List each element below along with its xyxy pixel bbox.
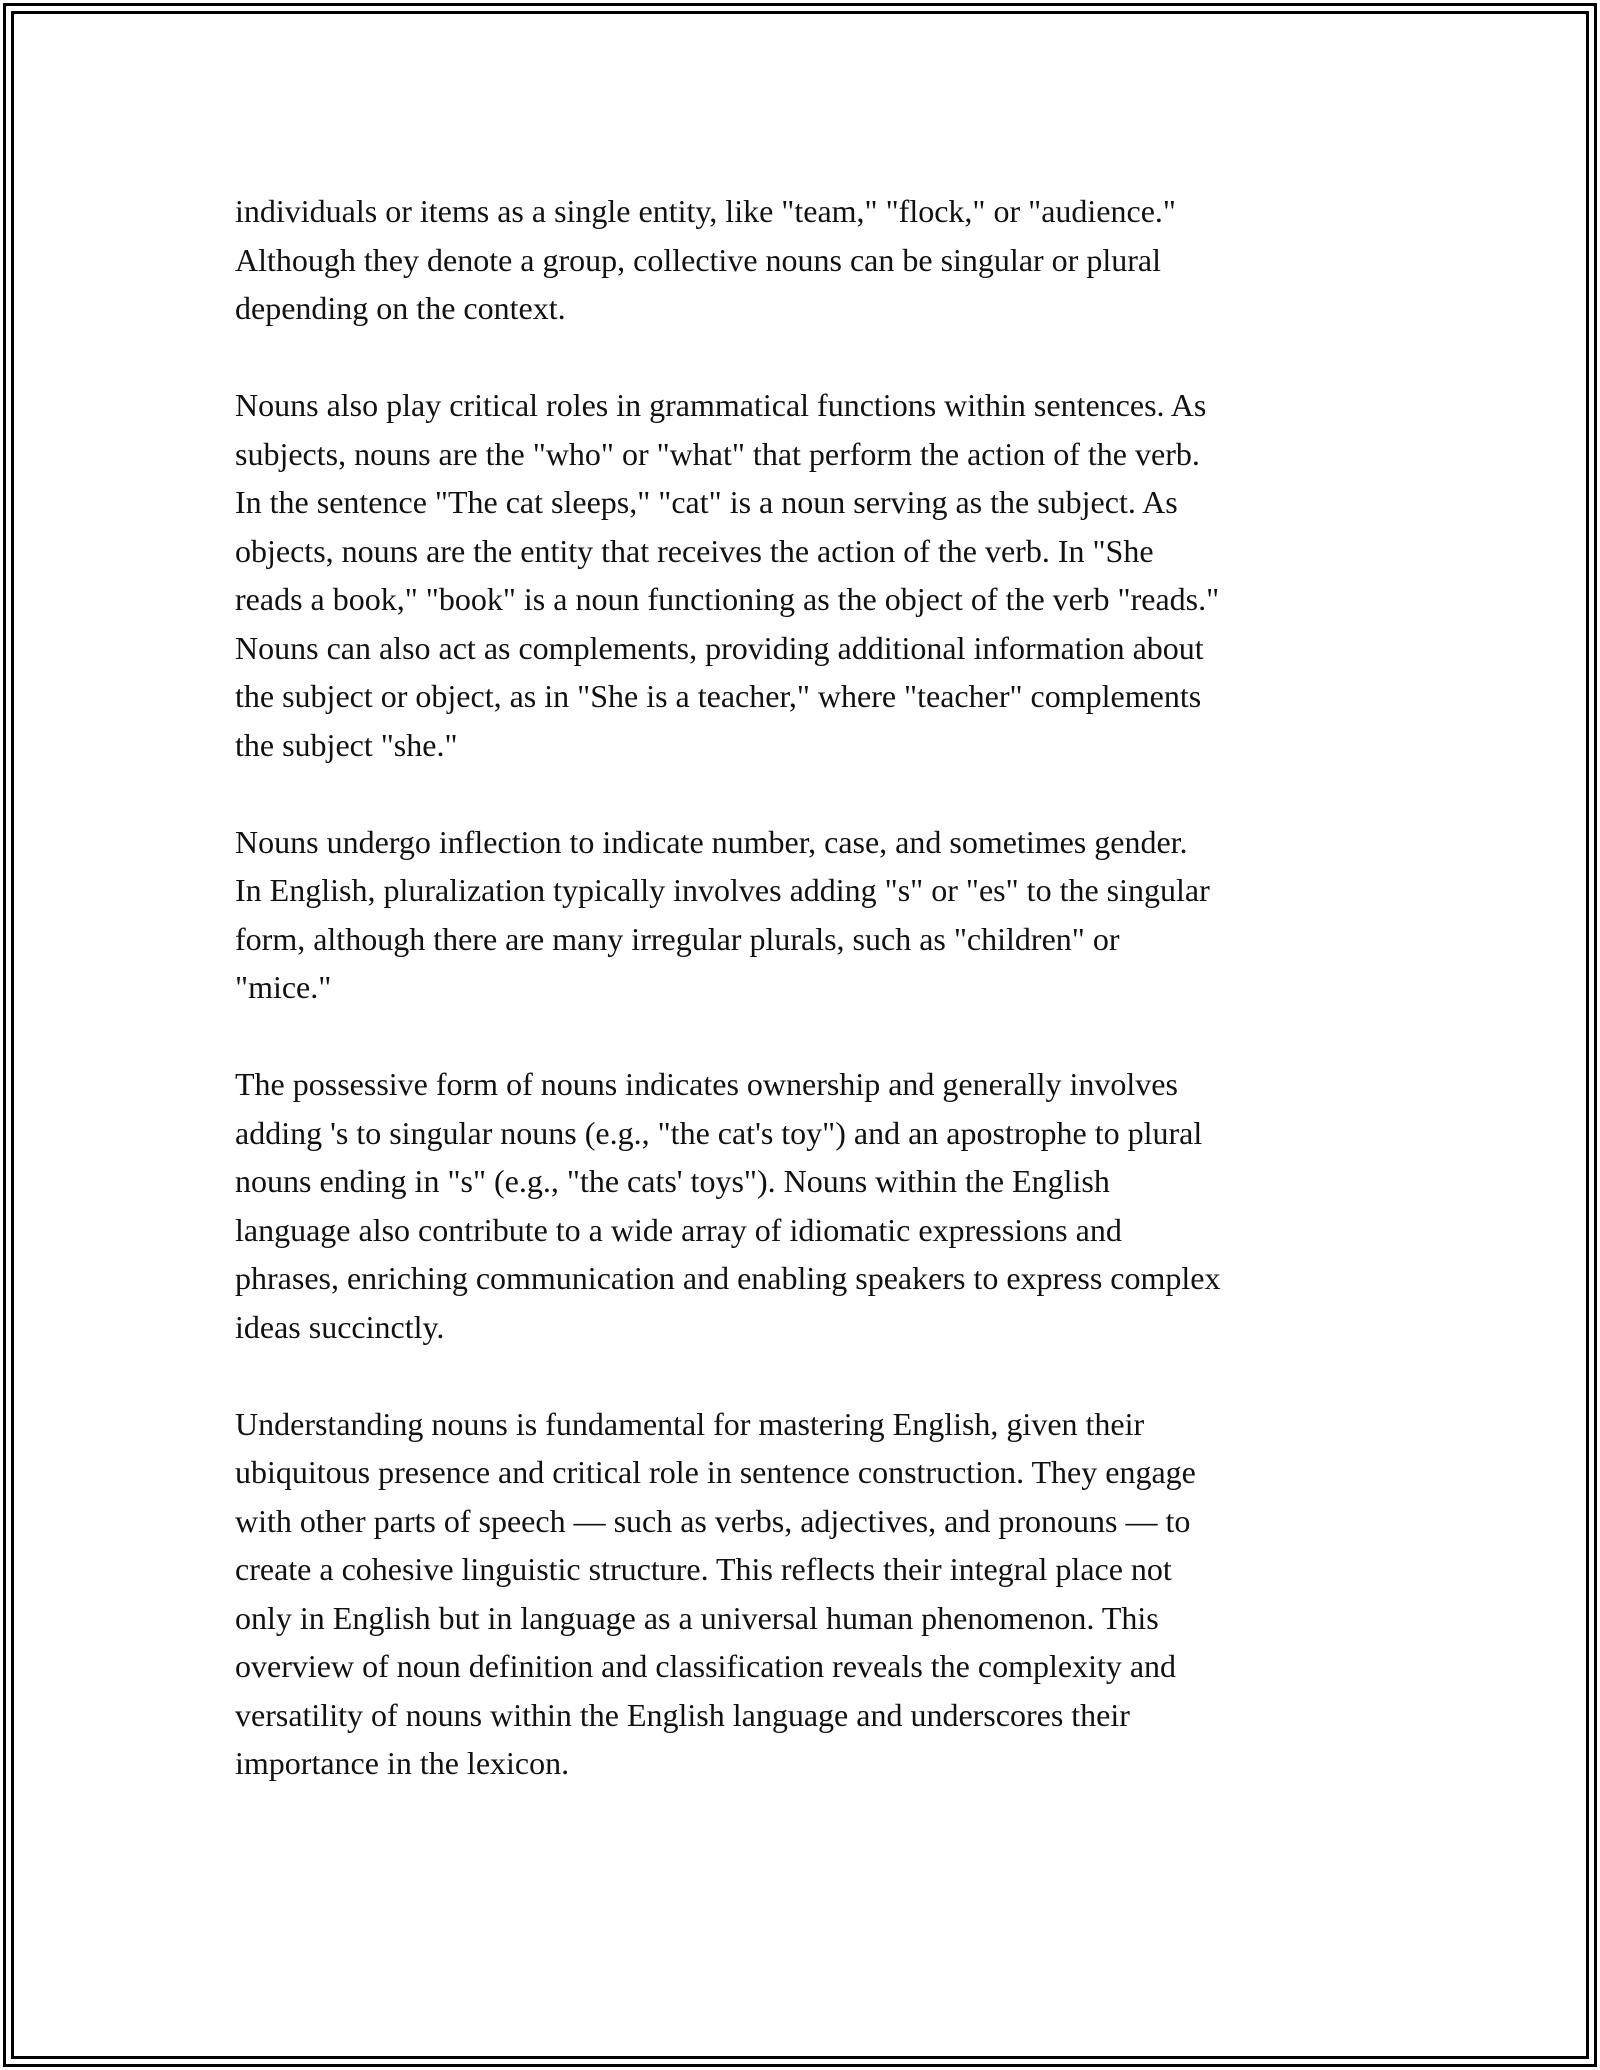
paragraph-grammatical-functions: Nouns also play critical roles in grammatical functions within sentences. As subjects, nouns are the "who" or "what" that perform the action of the verb. In the sentence "The cat sleeps," "cat" is a noun serving as the subject. As objects, nouns are the entity that receives the action of the verb. In "She reads a book," "book" is a noun functioning as the object of the verb "reads." Nouns can also act as complements, providing additional information about the subject or object, as in "She is a teacher," where "teacher" complements the subject "she." <box>235 387 1220 763</box>
document-body <box>235 187 1375 1836</box>
paragraph-collective-nouns: individuals or items as a single entity, like "team," "flock," or "audience." Although they denote a group, collective nouns can be singular or plural depending on the context. <box>235 193 1176 326</box>
paragraph-inflection: Nouns undergo inflection to indicate number, case, and sometimes gender. In English, pluralization typically involves adding "s" or "es" to the singular form, although there are many irregular plurals, such as "children" or "mice." <box>235 823 1210 1005</box>
paragraph-conclusion: Understanding nouns is fundamental for mastering English, given their ubiquitous presence and critical role in sentence construction. They engage with other parts of speech — such as verbs, adjectives, and pronouns — to create a cohesive linguistic structure. This reflects their integral place not only in English but in language as a universal human phenomenon. This overview of noun definition and classification reveals the complexity and versatility of nouns within the English language and underscores their importance in the lexicon. <box>235 1405 1196 1781</box>
paragraph-possessive: The possessive form of nouns indicates ownership and generally involves adding 's to singular nouns (e.g., "the cat's toy") and an apostrophe to plural nouns ending in "s" (e.g., "the cats' toys"). Nouns within the English language also contribute to a wide array of idiomatic expressions and phrases, enriching communication and enabling speakers to express complex ideas succinctly. <box>235 1066 1221 1345</box>
